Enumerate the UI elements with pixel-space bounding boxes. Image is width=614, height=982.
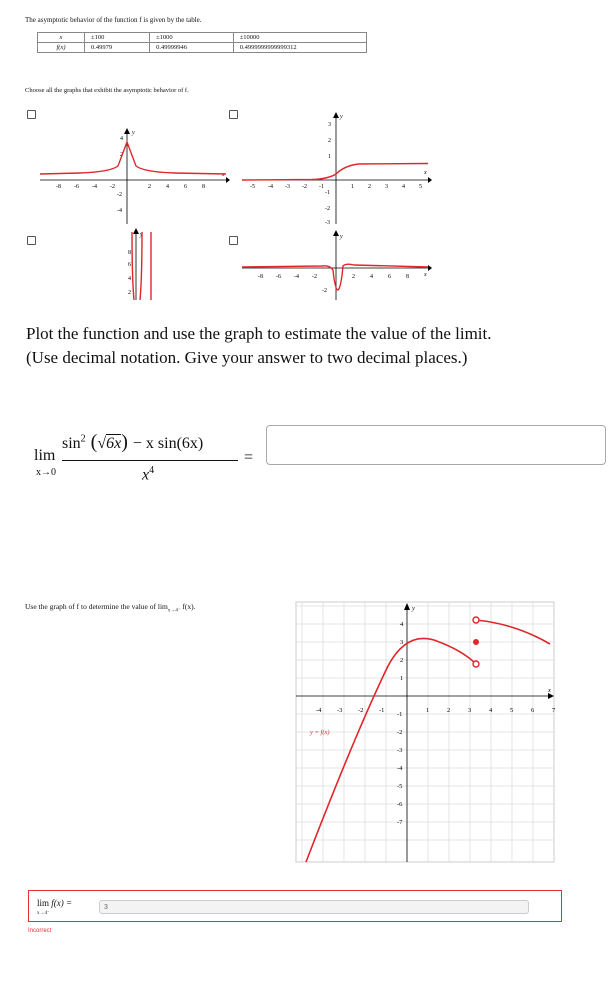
tick-label: -6 [276,274,281,280]
tick-label: -4 [92,184,97,190]
mini-graph-2 [242,112,432,227]
tick-label: 6 [184,184,187,190]
tick-label: 5 [419,184,422,190]
lim-subscript: x→0 [36,467,56,478]
tick-label: 4 [166,184,169,190]
tick-label: 6 [388,274,391,280]
table-header-fx: f(x) [38,43,85,53]
tick-label: -4 [117,208,122,214]
graph-2-checkbox[interactable] [229,110,238,119]
graph-question: Use the graph of f to determine the value of $\lim_{x\to 4^-} f(x)$. [25,602,196,614]
table-cell: 0.49999946 [150,43,234,53]
question-line: Plot the function and use the graph to estimate the value of the limit. [26,324,492,343]
tick-label: 3 [468,707,472,714]
tick-label: 4 [489,707,493,714]
tick-label: 2 [368,184,371,190]
tick-label: 1 [426,707,430,714]
fraction-bar [62,460,238,461]
curve [242,164,428,181]
tick-label: 1 [351,184,354,190]
tick-label: 2 [400,657,404,664]
tick-label: 2 [148,184,151,190]
table-row [38,33,367,43]
graph-4-checkbox[interactable] [229,236,238,245]
equals-sign: = [244,449,254,466]
tick-label: 8 [406,274,409,280]
tick-label: 3 [328,122,331,128]
denominator: $x^4$ [142,465,155,484]
tick-label: 4 [402,184,405,190]
limit-answer-input[interactable] [266,425,606,465]
x-axis-label: x [424,272,427,278]
tick-label: -8 [56,184,61,190]
tick-label: -2 [322,288,327,294]
y-axis-label: y [340,114,343,120]
y-arrow-icon [133,228,139,234]
y-arrow-icon [124,128,130,134]
intro-text: The asymptotic behavior of the function f is given by the table. [25,16,202,24]
mini-graph-4 [242,230,432,300]
limit-expression [34,425,264,495]
y-axis-label: y [140,232,143,238]
tick-label: -3 [397,747,403,754]
table-cell: ±1000 [150,33,234,43]
tick-label: -3 [325,220,330,226]
tick-label: 2 [128,290,131,296]
tick-label: 4 [128,276,131,282]
x-arrow-icon [428,265,432,271]
tick-label: -5 [397,783,403,790]
tick-label: -2 [302,184,307,190]
numerator-sin: sin [62,435,81,452]
y-arrow-icon [333,112,339,118]
tick-label: -3 [285,184,290,190]
lim-text: lim [34,447,56,464]
asymptote-table [37,32,367,53]
answer-lim-subscript: x→4⁻ [37,911,50,916]
curve [140,232,142,300]
table-cell: 0.4999999999999312 [233,43,366,53]
question-text [26,322,492,370]
choose-prompt: Choose all the graphs that exhibit the asymptotic behavior of f. [25,87,189,94]
tick-label: -1 [325,190,330,196]
tick-label: 3 [400,639,404,646]
tick-label: 2 [352,274,355,280]
table-cell: 0.49979 [85,43,150,53]
curve [132,232,134,300]
tick-label: -8 [258,274,263,280]
y-arrow-icon [333,230,339,236]
x-axis-label: x [548,687,551,694]
x-axis-label: x [424,170,427,176]
open-point [473,617,479,623]
graph-1-checkbox[interactable] [27,110,36,119]
tick-label: -1 [379,707,385,714]
table-cell: ±10000 [233,33,366,43]
tick-label: -2 [110,184,115,190]
y-axis-label: y [340,234,343,240]
x-axis-label: x [222,172,225,178]
tick-label: -2 [312,274,317,280]
open-point [473,661,479,667]
x-arrow-icon [428,177,432,183]
table-header-x: x [38,33,85,43]
tick-label: 2 [328,138,331,144]
tick-label: 6 [531,707,535,714]
tick-label: -4 [294,274,299,280]
x-arrow-icon [226,177,230,183]
tick-label: -4 [397,765,403,772]
tick-label: -4 [268,184,273,190]
tick-label: -3 [337,707,343,714]
tick-label: -5 [250,184,255,190]
tick-label: 2 [447,707,451,714]
answer-lim: lim f(x) = [37,898,73,908]
answer-input[interactable]: 3 [99,900,529,914]
mini-graph-3 [118,228,178,300]
tick-label: 7 [552,707,556,714]
tick-label: 4 [120,136,123,142]
tick-label: 3 [385,184,388,190]
tick-label: 6 [128,262,131,268]
tick-label: 1 [400,675,404,682]
y-axis-label: y [132,130,135,136]
tick-label: -7 [397,819,403,826]
numerator: $\sin^2 (√6x) - x$ sin(6x) [62,431,204,453]
tick-label: 4 [370,274,373,280]
answer-row [28,890,562,922]
tick-label: -2 [117,192,122,198]
tick-label: -1 [397,711,403,718]
y-axis-label: y [412,605,415,612]
tick-label: -2 [397,729,403,736]
tick-label: -6 [74,184,79,190]
piecewise-graph [296,602,554,862]
tick-label: -4 [316,707,322,714]
curve-label: y = f(x) [310,729,330,736]
mini-graph-1 [40,128,230,228]
graph-3-checkbox[interactable] [27,236,36,245]
table-cell: ±100 [85,33,150,43]
status-incorrect: Incorrect [28,928,52,934]
numerator-rest: − x sin(6x) [132,435,204,452]
table-row [38,43,367,53]
tick-label: -6 [397,801,403,808]
curve [40,142,226,174]
tick-label: -2 [325,206,330,212]
tick-label: 4 [400,621,404,628]
question-line: (Use decimal notation. Give your answer to two decimal places.) [26,348,468,367]
filled-point [473,639,479,645]
numerator-exp: 2 [80,433,86,445]
tick-label: -2 [358,707,364,714]
tick-label: 8 [128,250,131,256]
tick-label: 5 [510,707,514,714]
tick-label: 8 [202,184,205,190]
tick-label: -1 [319,184,324,190]
tick-label: 2 [120,152,123,158]
tick-label: 1 [328,154,331,160]
numerator-sqrt: 6x [106,435,122,452]
